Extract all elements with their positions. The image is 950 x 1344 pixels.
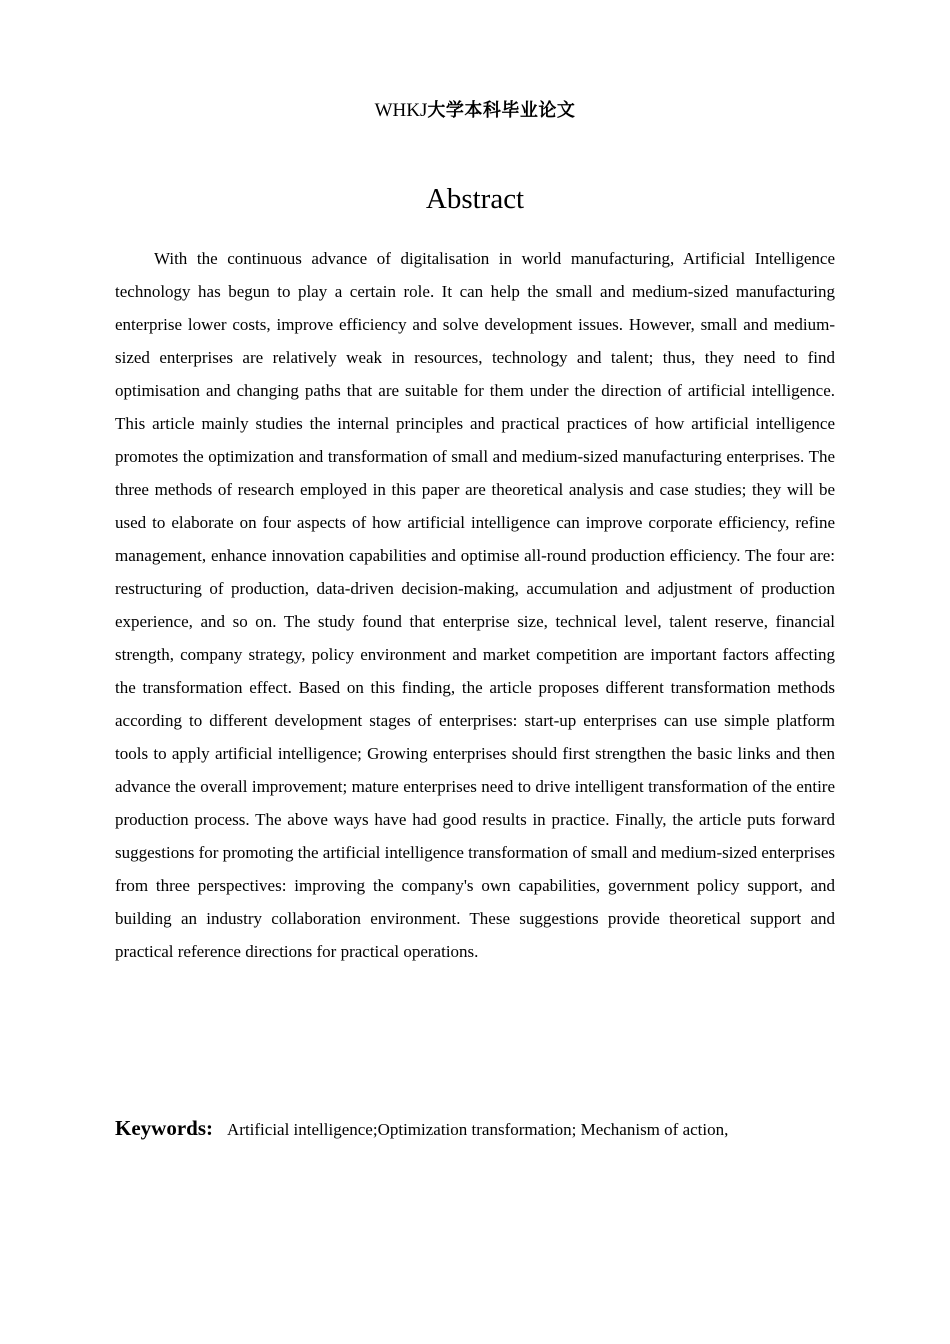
running-header bbox=[0, 96, 950, 122]
keywords-line bbox=[115, 1112, 875, 1146]
header-university-code: WHKJ bbox=[374, 100, 428, 121]
keywords-value: Artificial intelligence;Optimization transformation; Mechanism of action, bbox=[227, 1120, 729, 1139]
header-thesis-label: 大学本科毕业论文 bbox=[427, 100, 576, 121]
abstract-title: Abstract bbox=[425, 183, 525, 215]
abstract-body: With the continuous advance of digitalisation in world manufacturing, Artificial Intelligence technology has begun to play a certain role. It can help the small and medium-sized manufacturing enterprise lower costs, improve efficiency and solve development issues. However, small and medium-sized enterprises are relatively weak in resources, technology and talent; thus, they need to find optimisation and changing paths that are suitable for them under the direction of artificial intelligence. This article mainly studies the internal principles and practical practices of how artificial intelligence promotes the optimization and transformation of small and medium-sized manufacturing enterprises. The three methods of research employed in this paper are theoretical analysis and case studies; they will be used to elaborate on four aspects of how artificial intelligence can improve corporate efficiency, refine management, enhance innovation capabilities and optimise all-round production efficiency. The four are: restructuring of production, data-driven decision-making, accumulation and adjustment of production experience, and so on. The study found that enterprise size, technical level, talent reserve, financial strength, company strategy, policy environment and market competition are important factors affecting the transformation effect. Based on this finding, the article proposes different transformation methods according to different development stages of enterprises: start-up enterprises can use simple platform tools to apply artificial intelligence; Growing enterprises should first strengthen the basic links and then advance the overall improvement; mature enterprises need to drive intelligent transformation of the entire production process. The above ways have had good results in practice. Finally, the article puts forward suggestions for promoting the artificial intelligence transformation of small and medium-sized enterprises from three perspectives: improving the company's own capabilities, government policy support, and building an industry collaboration environment. These suggestions provide theoretical support and practical reference directions for practical operations. bbox=[115, 249, 835, 961]
keywords-label: Keywords: bbox=[115, 1116, 213, 1140]
